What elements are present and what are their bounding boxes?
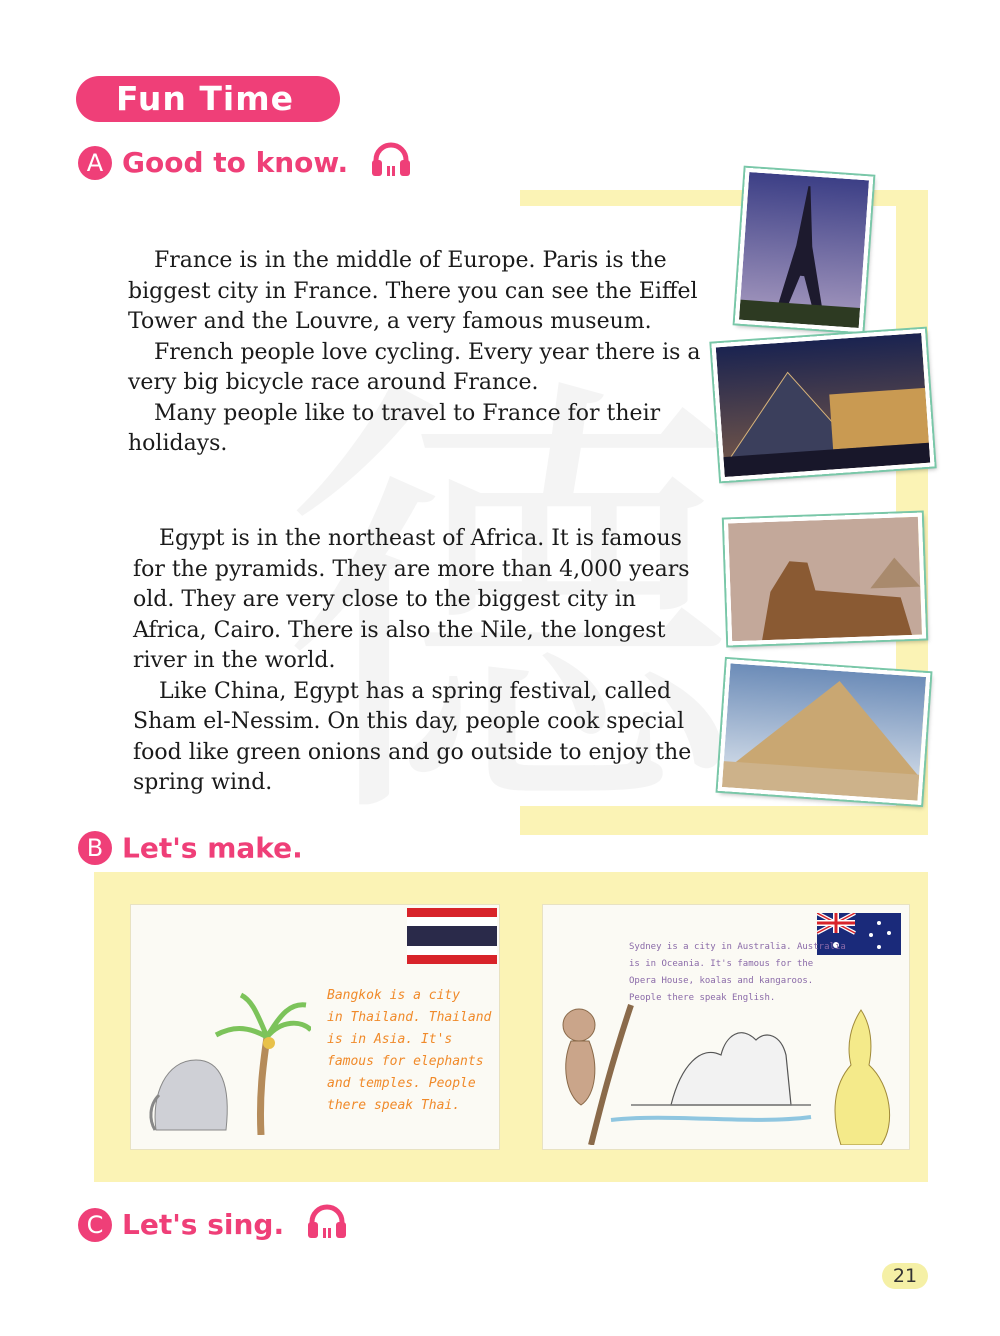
thailand-line-4: famous for elephants bbox=[327, 1054, 484, 1069]
thailand-line-5: and temples. People bbox=[327, 1076, 476, 1091]
thailand-flag-icon bbox=[407, 908, 497, 964]
section-c-letter: C bbox=[78, 1208, 112, 1242]
thailand-line-3: is in Asia. It's bbox=[327, 1032, 453, 1047]
egypt-text bbox=[133, 524, 713, 799]
section-c-title: Let's sing. bbox=[122, 1208, 285, 1241]
section-a-heading bbox=[78, 140, 412, 185]
pyramid-photo bbox=[718, 659, 931, 805]
australia-postcard bbox=[542, 904, 910, 1150]
section-a-letter: A bbox=[78, 146, 112, 180]
australia-line-1: Sydney is a city in Australia. Australia bbox=[629, 942, 846, 952]
section-b-heading bbox=[78, 830, 303, 865]
section-c-heading bbox=[78, 1202, 348, 1247]
fun-time-banner bbox=[76, 76, 340, 122]
australia-line-4: People there speak English. bbox=[629, 993, 776, 1003]
elephant-palm-drawing-icon bbox=[141, 985, 311, 1135]
banner-title: Fun Time bbox=[116, 79, 294, 118]
france-paragraph-1: France is in the middle of Europe. Paris is the biggest city in France. There you can see the Eiffel Tower and the Louvre, a very famous museum. bbox=[128, 248, 698, 334]
thailand-card-text bbox=[327, 985, 497, 1117]
section-b-title: Let's make. bbox=[122, 831, 303, 865]
section-b-letter: B bbox=[78, 831, 112, 865]
australia-line-3: Opera House, koalas and kangaroos. bbox=[629, 976, 814, 986]
thailand-line-1: Bangkok is a city bbox=[327, 988, 461, 1003]
australia-line-2: is in Oceania. It's famous for the bbox=[629, 959, 814, 969]
section-a-title: Good to know. bbox=[122, 146, 349, 179]
egypt-paragraph-2: Like China, Egypt has a spring festival, called Sham el-Nessim. On this day, people cook special food like green onions and go outside to enjoy the spring wind. bbox=[133, 678, 692, 795]
france-text bbox=[128, 246, 708, 460]
headphones-icon[interactable] bbox=[370, 140, 412, 185]
thailand-postcard bbox=[130, 904, 500, 1150]
louvre-photo bbox=[711, 329, 934, 482]
thailand-line-2: in Thailand. Thailand bbox=[327, 1010, 492, 1025]
page-number: 21 bbox=[882, 1263, 928, 1289]
eiffel-tower-photo bbox=[735, 168, 874, 333]
thailand-line-6: there speak Thai. bbox=[327, 1098, 461, 1113]
sphinx-photo bbox=[724, 513, 926, 646]
egypt-paragraph-1: Egypt is in the northeast of Africa. It is famous for the pyramids. They are more than 4,000 years old. They are very close to the biggest city in Africa, Cairo. There is also the Nile, the longest river in the world. bbox=[133, 526, 690, 673]
france-paragraph-2: French people love cycling. Every year there is a very big bicycle race around France. bbox=[128, 339, 701, 395]
sydney-drawing-icon bbox=[551, 995, 903, 1145]
headphones-icon[interactable] bbox=[306, 1202, 348, 1247]
france-paragraph-3: Many people like to travel to France for their holidays. bbox=[128, 400, 661, 456]
